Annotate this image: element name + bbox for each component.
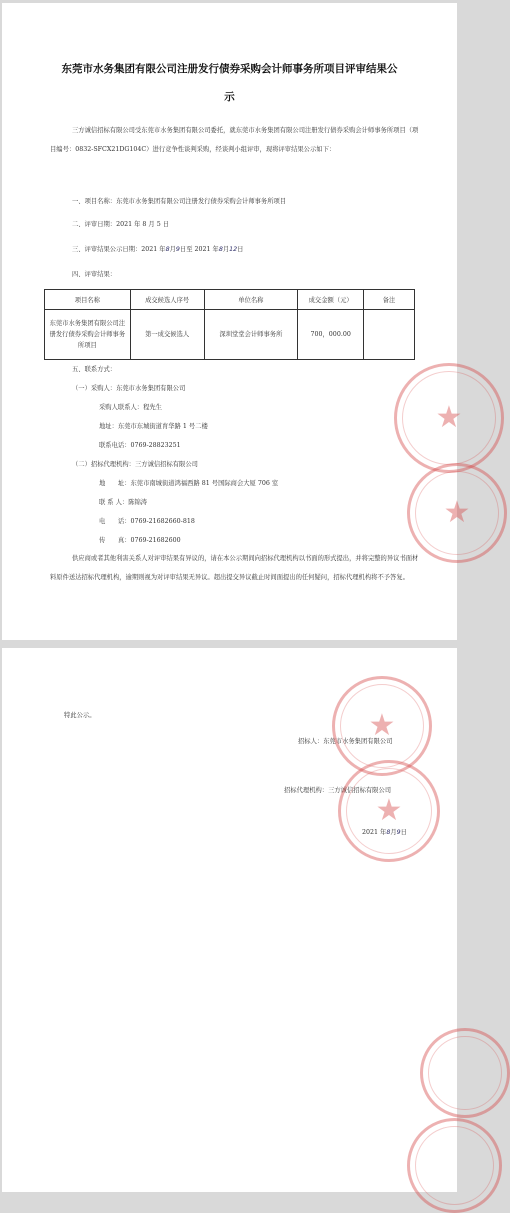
buyer-signature: 招标人：东莞市水务集团有限公司 [298, 738, 393, 745]
star-icon: ★ [368, 708, 396, 743]
table-header: 成交候选人序号 [130, 290, 204, 310]
table-cell: 深圳堂堂会计师事务所 [204, 310, 298, 360]
item-review-date: 二、评审日期：2021 年 8 月 5 日 [72, 221, 170, 228]
results-table [44, 289, 415, 360]
agent-phone: 电 话：0769-21682660-818 [99, 518, 195, 525]
table-row [45, 310, 415, 360]
agent-fax: 传 真：0769-21682600 [99, 537, 181, 544]
handwritten-day: 9 [396, 829, 401, 836]
agent-label: （二）招标代理机构：三方诚信招标有限公司 [72, 461, 198, 468]
buyer-contact: 采购人联系人：程先生 [99, 404, 162, 411]
table-header: 备注 [364, 290, 415, 310]
table-cell: 700，000.00 [298, 310, 364, 360]
company-seal-stamp [394, 363, 504, 473]
item-contact: 五、联系方式： [72, 366, 117, 373]
handwritten-day: 9 [175, 246, 180, 253]
handwritten-day-end: 12 [229, 246, 238, 253]
table-header: 项目名称 [45, 290, 131, 310]
table-header: 单位名称 [204, 290, 298, 310]
table-header: 成交金额（元） [298, 290, 364, 310]
sign-date: 2021 年8月9日 [362, 829, 407, 836]
handwritten-month-end: 8 [218, 246, 223, 253]
buyer-label: （一）采购人：东莞市水务集团有限公司 [72, 385, 186, 392]
notice-text: 特此公示。 [64, 712, 96, 719]
agent-signature: 招标代理机构：三方诚信招标有限公司 [284, 787, 392, 794]
handwritten-month: 8 [386, 829, 391, 836]
agent-seal-stamp [338, 760, 440, 862]
item-project-name: 一、项目名称：东莞市水务集团有限公司注册发行债券采购会计师事务所项目 [72, 198, 287, 205]
star-icon: ★ [443, 495, 471, 530]
star-icon: ★ [435, 400, 463, 435]
document-page-2 [2, 648, 457, 1192]
table-header-row [45, 290, 415, 310]
item-review-results: 四、评审结果： [72, 271, 117, 278]
partial-seal-stamp [407, 1118, 502, 1213]
table-cell: 东莞市水务集团有限公司注册发行债券采购会计师事务所项目 [45, 310, 131, 360]
table-cell [364, 310, 415, 360]
partial-seal-stamp [420, 1028, 510, 1118]
intro-paragraph: 三方诚信招标有限公司受东莞市水务集团有限公司委托，就东莞市水务集团有限公司注册发行债券采购会计师事务所项目（项目编号：0832-SFCX21DG104C）进行竞争性谈判采购，经谈判小组评审，现将评审结果公示如下： [50, 127, 419, 153]
document-title: 东莞市水务集团有限公司注册发行债券采购会计师事务所项目评审结果公 示 [61, 63, 398, 103]
star-icon: ★ [375, 793, 403, 828]
agent-address: 地 址：东莞市南城街道鸿福西路 81 号国际商会大厦 706 室 [99, 480, 279, 487]
item-publicity-dates: 三、评审结果公示日期：2021 年8月9日至 2021 年8月12日 [72, 246, 244, 253]
agent-seal-stamp [407, 463, 507, 563]
agent-contact: 联 系 人：陈锦涛 [99, 499, 148, 506]
buyer-address: 地址：东莞市东城街道育华路 1 号二楼 [99, 423, 208, 430]
handwritten-month: 8 [165, 246, 170, 253]
table-cell: 第一成交候选人 [130, 310, 204, 360]
document-page-1 [2, 3, 471, 640]
objection-paragraph: 供应商或者其他利害关系人对评审结果有异议的，请在本公示期间向招标代理机构以书面的形式提出，并将完整的异议书面材料原件送达招标代理机构，逾期则视为对评审结果无异议。超出提交异议截止时间面提出的任何疑问，招标代理机构将不予答复。 [50, 555, 419, 581]
buyer-phone: 联系电话：0769-28823251 [99, 442, 181, 449]
